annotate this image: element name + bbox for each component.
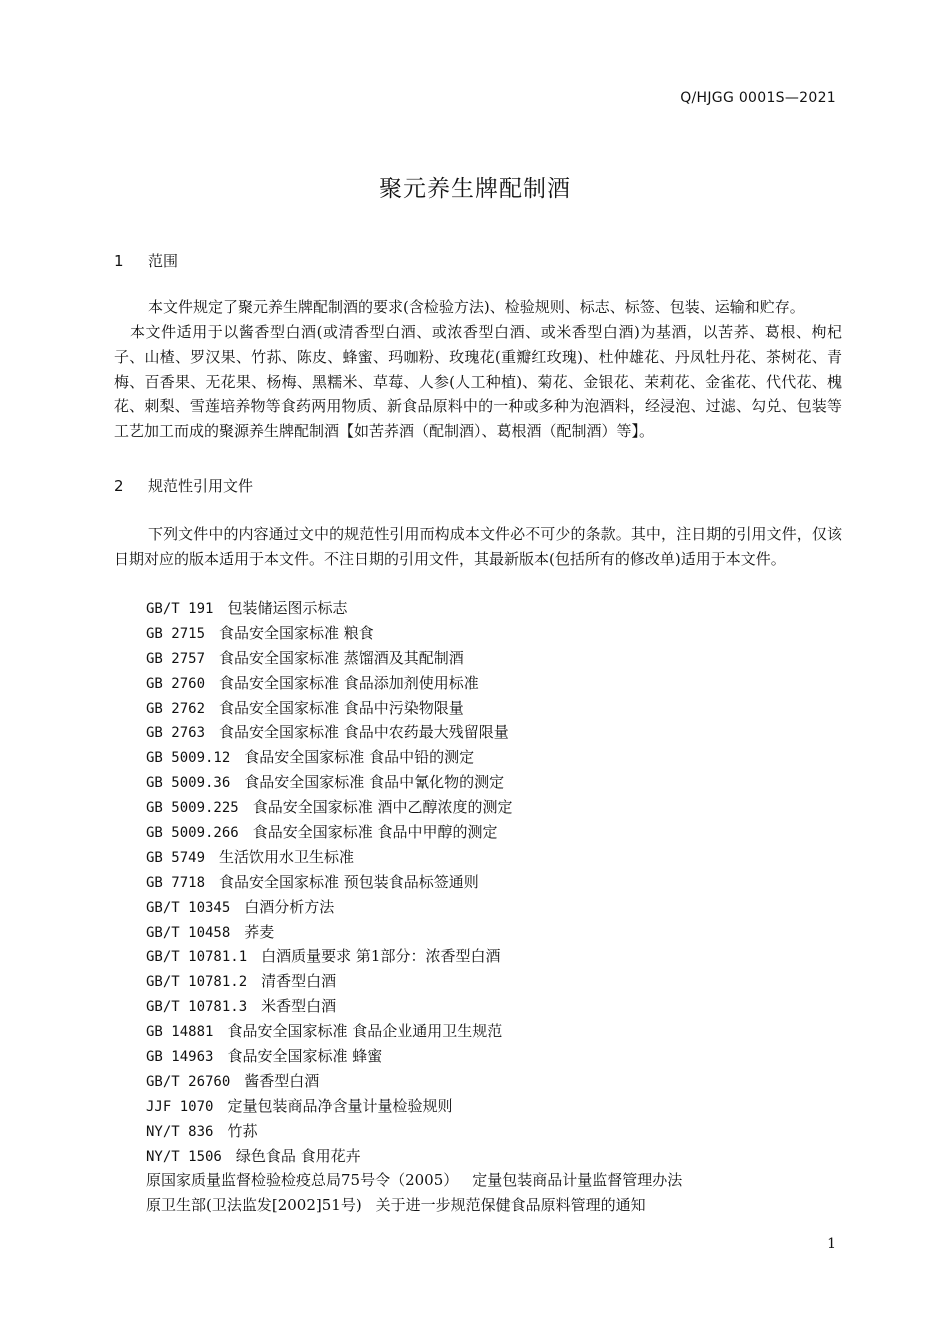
reference-title: 酱香型白酒 [244, 1071, 320, 1090]
reference-code: GB 2763 [146, 725, 206, 742]
reference-title: 米香型白酒 [261, 997, 337, 1016]
standard-code: Q/HJGG 0001S—2021 [680, 90, 836, 106]
references-intro: 下列文件中的内容通过文中的规范性引用而构成本文件必不可少的条款。其中，注日期的引用文件，仅该日期对应的版本适用于本文件。不注日期的引用文件，其最新版本(包括所有的修改单)适用于本文件。 [114, 525, 842, 568]
reference-title: 食品安全国家标准 蜂蜜 [227, 1047, 383, 1066]
reference-item [146, 720, 682, 745]
reference-code: NY/T 1506 [146, 1148, 222, 1165]
reference-title: 荞麦 [244, 922, 275, 941]
reference-item [146, 944, 682, 969]
reference-item [146, 1019, 682, 1044]
section-1-number: 1 [114, 252, 124, 270]
reference-title: 食品安全国家标准 酒中乙醇浓度的测定 [252, 798, 513, 817]
reference-item [146, 1168, 682, 1193]
reference-code: GB/T 191 [146, 601, 214, 617]
section-2-number: 2 [114, 477, 124, 495]
reference-title: 白酒分析方法 [244, 897, 335, 916]
reference-title: 绿色食品 食用花卉 [235, 1146, 361, 1165]
scope-paragraph-1: 本文件规定了聚元养生牌配制酒的要求(含检验方法)、检验规则、标志、标签、包装、运输和贮存。 [148, 298, 805, 316]
section-1-title: 范围 [148, 252, 179, 270]
reference-code: GB 2760 [146, 675, 206, 692]
reference-title: 食品安全国家标准 预包装食品标签通则 [219, 872, 479, 891]
reference-code: GB 5009.225 [146, 800, 239, 817]
reference-title: 包装储运图示标志 [227, 599, 348, 617]
reference-item [146, 745, 682, 770]
reference-title: 竹荪 [227, 1121, 258, 1140]
reference-code: GB/T 10781.3 [146, 999, 248, 1016]
reference-code: GB/T 26760 [146, 1073, 231, 1090]
reference-code: GB/T 10781.2 [146, 974, 248, 991]
reference-title: 清香型白酒 [261, 972, 337, 991]
reference-item [146, 696, 682, 721]
section-2-heading [114, 475, 253, 496]
reference-item [146, 795, 682, 820]
section-1-heading [114, 250, 178, 271]
reference-title: 食品安全国家标准 粮食 [219, 623, 374, 642]
reference-item [146, 770, 682, 795]
reference-title: 食品安全国家标准 食品中污染物限量 [219, 698, 464, 717]
reference-title: 食品安全国家标准 食品添加剂使用标准 [219, 673, 479, 692]
reference-code: GB 2762 [146, 700, 206, 717]
scope-paragraph-2: 本文件适用于以酱香型白酒(或清香型白酒、或浓香型白酒、或米香型白酒)为基酒，以苦荞、葛根、枸杞子、山楂、罗汉果、竹荪、陈皮、蜂蜜、玛咖粉、玫瑰花(重瓣红玫瑰)、杜仲雄花、丹凤牡丹花、茶树花、青梅、百香果、无花果、杨梅、黑糯米、草莓、人参(人工种植)、菊花、金银花、茉莉花、金雀花、代代花、槐花、刺梨、雪莲培养物等食药两用物质、新食品原料中的一种或多种为泡酒料，经浸泡、过滤、勾兑、包装等工艺加工而成的聚源养生牌配制酒【如苦荞酒（配制酒）、葛根酒（配制酒）等】。 [114, 323, 842, 441]
reference-title: 食品安全国家标准 食品中氰化物的测定 [244, 773, 505, 792]
reference-code: 原国家质量监督检验检疫总局75号令（2005） [146, 1171, 459, 1190]
reference-item [146, 994, 682, 1019]
reference-item [146, 646, 682, 671]
reference-title: 食品安全国家标准 食品中农药最大残留限量 [219, 723, 509, 742]
reference-title: 食品安全国家标准 食品企业通用卫生规范 [227, 1022, 503, 1041]
reference-title: 食品安全国家标准 蒸馏酒及其配制酒 [219, 648, 464, 667]
reference-code: GB 2715 [146, 625, 206, 642]
reference-item [146, 1144, 682, 1169]
reference-item [146, 1044, 682, 1069]
reference-title: 食品安全国家标准 食品中铅的测定 [244, 748, 475, 767]
reference-code: GB 14963 [146, 1049, 214, 1066]
reference-code: JJF 1070 [146, 1098, 214, 1115]
reference-code: GB/T 10781.1 [146, 949, 248, 966]
reference-code: NY/T 836 [146, 1123, 214, 1140]
reference-code: GB 2757 [146, 650, 206, 667]
reference-code: GB 5009.266 [146, 825, 239, 842]
reference-title: 白酒质量要求 第1部分：浓香型白酒 [261, 947, 501, 966]
reference-item [146, 969, 682, 994]
reference-item [146, 621, 682, 646]
reference-item [146, 820, 682, 845]
reference-code: GB 5749 [146, 849, 206, 866]
reference-item [146, 1069, 682, 1094]
page-number: 1 [827, 1236, 836, 1252]
reference-item [146, 1119, 682, 1144]
reference-item [146, 1094, 682, 1119]
reference-item [146, 920, 682, 945]
reference-code: 原卫生部(卫法监发[2002]51号) [146, 1196, 362, 1215]
reference-title: 食品安全国家标准 食品中甲醇的测定 [252, 823, 498, 842]
reference-code: GB 7718 [146, 874, 206, 891]
reference-code: GB 5009.12 [146, 750, 231, 767]
reference-item [146, 671, 682, 696]
reference-code: GB/T 10345 [146, 899, 231, 916]
reference-item [146, 596, 682, 621]
reference-item [146, 870, 682, 895]
reference-list [146, 596, 682, 1218]
reference-code: GB 14881 [146, 1024, 214, 1041]
reference-item [146, 1193, 682, 1218]
reference-code: GB/T 10458 [146, 924, 231, 941]
section-2-title: 规范性引用文件 [148, 477, 254, 495]
document-title: 聚元养生牌配制酒 [379, 176, 571, 202]
reference-code: GB 5009.36 [146, 775, 231, 792]
reference-title: 关于进一步规范保健食品原料管理的通知 [375, 1196, 646, 1215]
reference-title: 定量包装商品净含量计量检验规则 [227, 1096, 453, 1115]
reference-item [146, 845, 682, 870]
reference-title: 定量包装商品计量监督管理办法 [472, 1171, 683, 1190]
reference-title: 生活饮用水卫生标准 [219, 847, 355, 866]
reference-item [146, 895, 682, 920]
